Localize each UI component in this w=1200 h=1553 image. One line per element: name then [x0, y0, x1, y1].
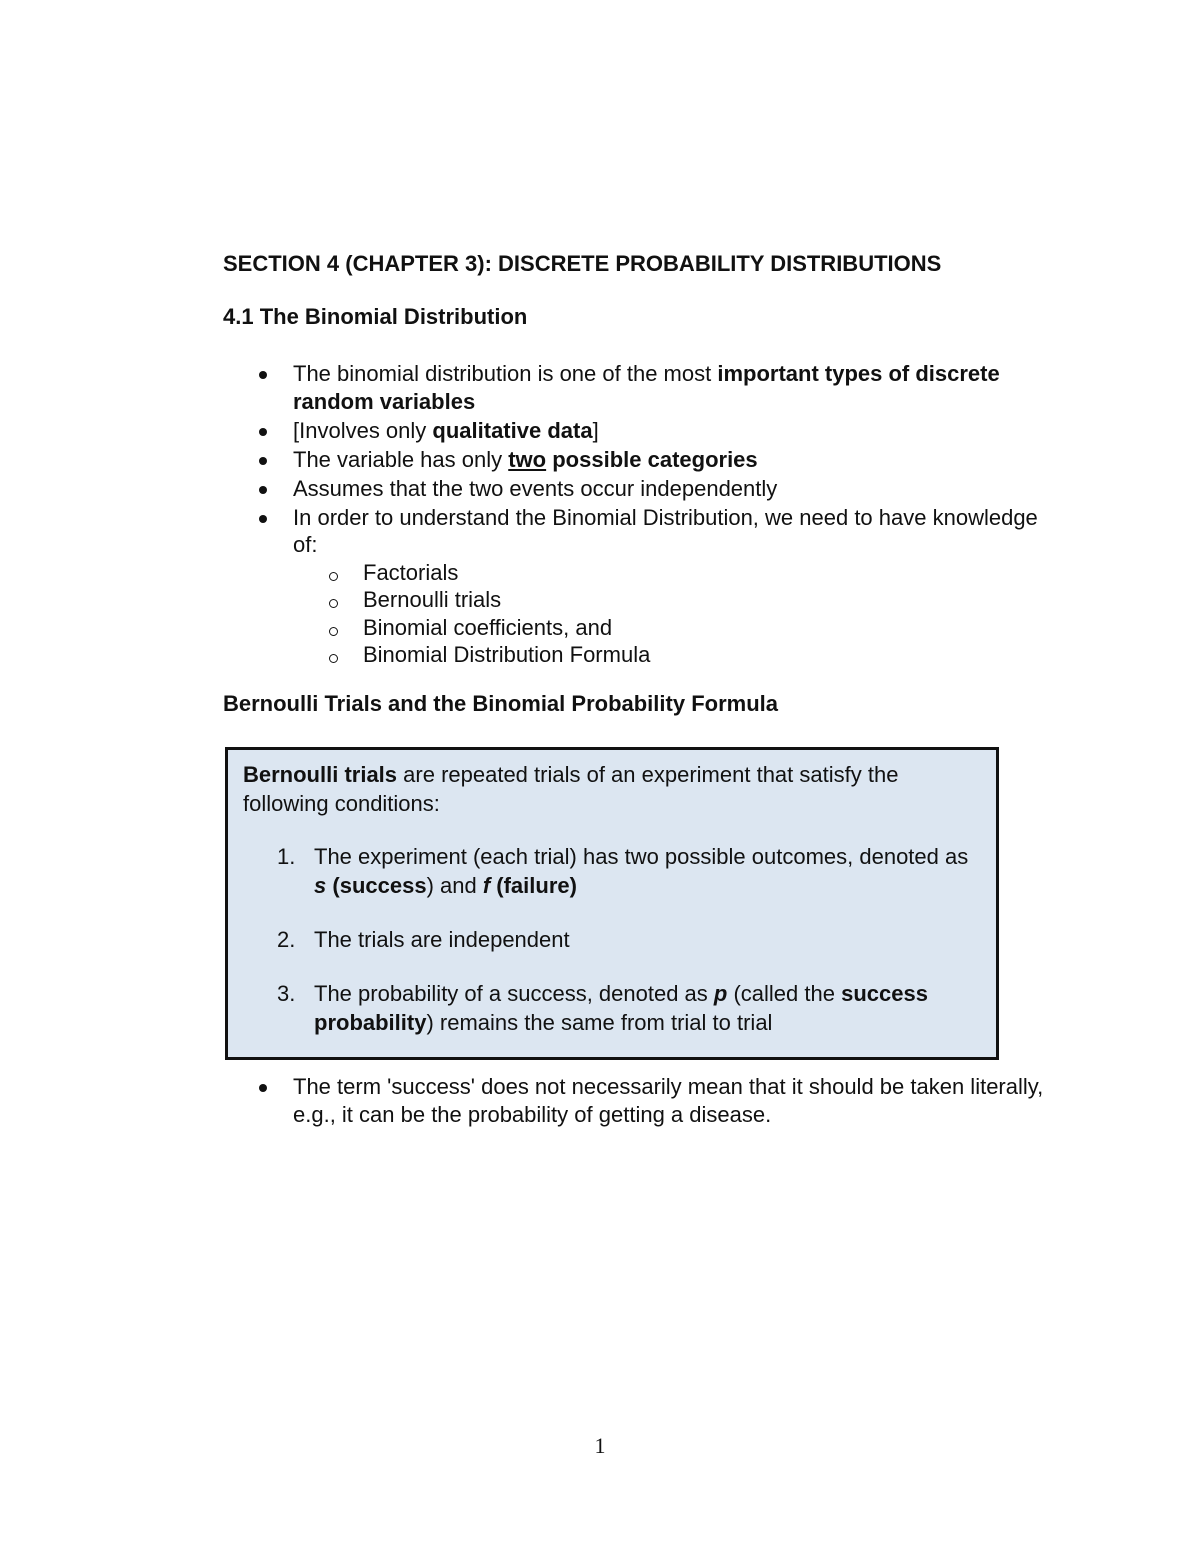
sub-bullet-item	[293, 559, 1063, 587]
hollow-circle-bullet-icon	[329, 572, 338, 581]
note-text: The term 'success' does not necessarily mean that it should be taken literally, e.g., it can be the probability of getting a disease.	[293, 1074, 1044, 1127]
condition-text: ) and	[426, 873, 483, 898]
note-bullet-list	[223, 1073, 1063, 1130]
conditions-list	[243, 842, 982, 1037]
definition-intro	[243, 760, 982, 818]
hollow-circle-bullet-icon	[329, 654, 338, 663]
bullet-text: The variable has only	[293, 446, 509, 472]
hollow-circle-bullet-icon	[329, 627, 338, 636]
subsection-title: 4.1 The Binomial Distribution	[223, 304, 528, 329]
bullet-item	[223, 475, 1063, 503]
condition-text: (called the	[727, 981, 842, 1006]
sub-bullet-text: Bernoulli trials	[363, 587, 502, 612]
condition-text: The probability of a success, denoted as	[314, 981, 714, 1006]
bullet-item	[223, 417, 1063, 445]
bernoulli-definition-box	[225, 747, 999, 1060]
failure-symbol: f	[482, 873, 491, 898]
bullet-item	[223, 360, 1063, 415]
condition-text: (	[326, 873, 340, 898]
bullet-bold-text: important types of discrete random variables	[293, 361, 1000, 414]
bullet-bold-underlined-text: two	[508, 446, 547, 472]
binomial-bullet-list	[223, 360, 1063, 670]
condition-number: 1.	[277, 844, 296, 869]
success-symbol: s	[314, 873, 327, 898]
bullet-bold-text: qualitative data	[432, 417, 593, 443]
bullet-text: [Involves only	[293, 417, 433, 443]
bullet-item	[223, 504, 1063, 669]
condition-item	[243, 979, 982, 1037]
failure-word: (failure)	[490, 873, 577, 898]
bullet-item	[223, 1073, 1063, 1128]
sub-bullet-text: Factorials	[363, 559, 459, 585]
bullet-dot-icon	[259, 428, 267, 436]
sub-bullet-item	[293, 586, 1063, 614]
bullet-dot-icon	[259, 486, 267, 494]
condition-number: 3.	[277, 981, 296, 1006]
bullet-item	[223, 446, 1063, 474]
condition-text: The trials are independent	[314, 927, 570, 952]
success-word: success	[339, 873, 427, 898]
condition-text: ) remains the same from trial to trial	[426, 1010, 773, 1035]
bullet-dot-icon	[259, 371, 267, 379]
bullet-text: In order to understand the Binomial Distribution, we need to have knowledge of:	[293, 504, 1038, 557]
prerequisite-sublist	[293, 559, 1063, 669]
sub-bullet-text: Binomial Distribution Formula	[363, 642, 651, 667]
bullet-dot-icon	[259, 1084, 267, 1092]
condition-item	[243, 925, 982, 954]
bullet-dot-icon	[259, 515, 267, 523]
definition-term: Bernoulli trials	[243, 762, 398, 787]
bullet-text: The binomial distribution is one of the most	[293, 361, 718, 386]
success-probability-term: success probability	[314, 981, 928, 1035]
sub-bullet-item	[293, 641, 1063, 669]
bullet-bold-text: possible categories	[546, 446, 758, 472]
page-number: 1	[594, 1433, 606, 1458]
condition-number: 2.	[277, 927, 296, 952]
condition-item	[243, 842, 982, 900]
section-title: SECTION 4 (CHAPTER 3): DISCRETE PROBABILITY DISTRIBUTIONS	[223, 251, 942, 276]
bernoulli-heading: Bernoulli Trials and the Binomial Probability Formula	[223, 691, 778, 716]
bullet-dot-icon	[259, 457, 267, 465]
hollow-circle-bullet-icon	[329, 599, 338, 608]
bullet-text: ]	[592, 417, 599, 443]
definition-text: are repeated trials of an experiment that satisfy the following conditions:	[243, 762, 899, 816]
probability-symbol: p	[713, 981, 728, 1006]
bullet-text: Assumes that the two events occur independently	[293, 475, 778, 501]
sub-bullet-text: Binomial coefficients, and	[363, 614, 613, 640]
condition-text: The experiment (each trial) has two possible outcomes, denoted as	[314, 844, 969, 869]
sub-bullet-item	[293, 614, 1063, 642]
